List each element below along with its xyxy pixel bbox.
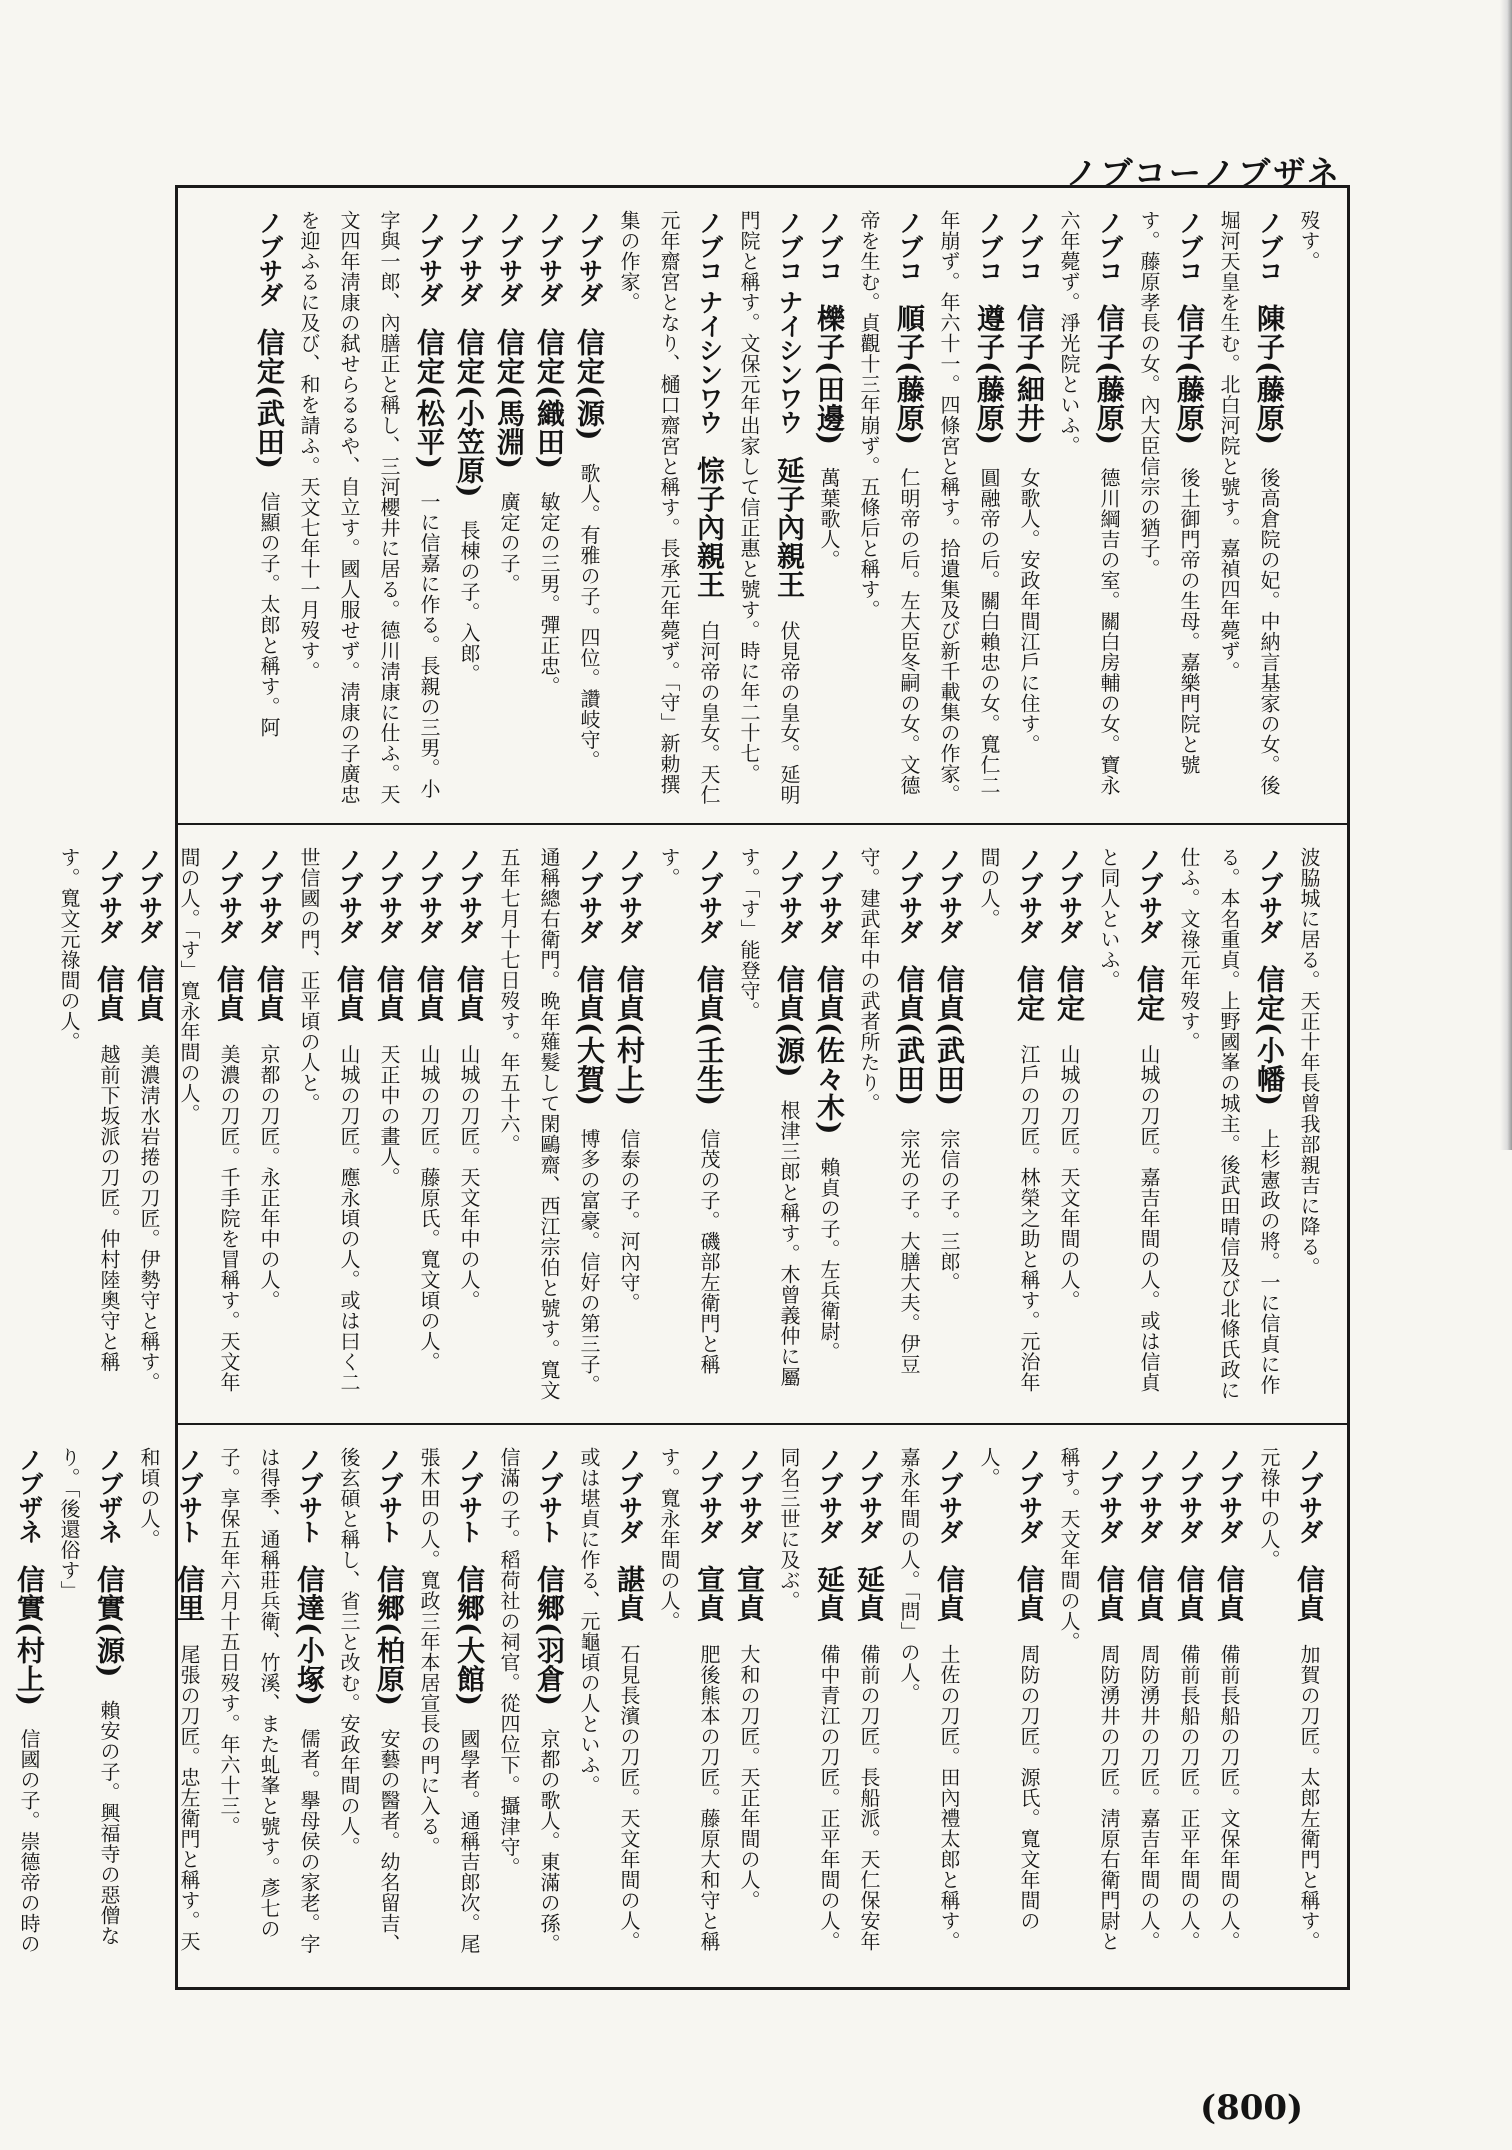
entry-name: 信定(源) (573, 328, 606, 441)
entry-name: 信貞 (933, 1565, 966, 1622)
dictionary-entry (857, 847, 926, 1375)
tier-text (57, 847, 1329, 1407)
entry-reading: ノブサダ (375, 847, 404, 943)
entry-description: 賴安の子。興福寺の惡僧なり。「後還俗す」 (57, 1447, 121, 1946)
dictionary-entry (977, 1447, 1046, 1931)
dictionary-entry (1297, 847, 1322, 1278)
entry-name: 信定(馬淵) (493, 328, 526, 470)
entry-name: 順子(藤原) (893, 304, 926, 446)
entry-reading: ノブサダ (575, 210, 604, 306)
entry-description: 宗信の子。三郎。 (937, 1128, 961, 1293)
entry-reading: ノブサダ (335, 847, 364, 943)
entry-description: 周防湧井の刀匠。嘉吉年間の人。 (1137, 1644, 1161, 1952)
entry-description: 備前の刀匠。長船派。天仁保安年 (857, 1644, 881, 1952)
entry-reading: ノブサダ (735, 1447, 764, 1543)
dictionary-entry (453, 210, 486, 684)
entry-description: 根津三郎と稱す。木曾義仲に屬す。「す」能登守。 (737, 847, 801, 1387)
entry-name: 信定(小笠原) (453, 328, 486, 498)
entry-description: 備前長船の刀匠。文保年間の人。 (1217, 1644, 1241, 1952)
entry-description: 伏見帝の皇女。延明門院と稱す。文保元年出家して信正惠と號す。時に年二十七。 (737, 210, 801, 805)
dictionary-entry (297, 210, 446, 805)
entry-name: 信貞(武田) (893, 965, 926, 1107)
dictionary-entry (337, 1447, 406, 1954)
entry-description: 美濃淸水岩捲の刀匠。伊勢守と稱す。 (137, 1044, 161, 1393)
dictionary-entry (577, 1447, 646, 1952)
entry-reading: ノブサダ (255, 210, 284, 306)
entry-description: 信泰の子。河內守。 (617, 1128, 641, 1313)
dictionary-entry (1213, 1447, 1246, 1952)
entry-reading: ノブサダ (535, 210, 564, 306)
dictionary-entry (217, 1447, 326, 1954)
dictionary-entry (733, 1447, 766, 1911)
entry-name: 信貞(武田) (933, 965, 966, 1107)
entry-description: 山城の刀匠。天文年中の人。 (457, 1044, 481, 1311)
entry-reading: ノブサダ (455, 847, 484, 943)
entry-description: 歿す。 (1297, 210, 1321, 272)
entry-reading: ノブサダ (695, 847, 724, 943)
entry-name: 宣貞 (693, 1565, 726, 1622)
entry-name: 延貞 (813, 1565, 846, 1622)
entry-description: 尾張の刀匠。忠左衛門と稱す。天和頃の人。 (137, 1447, 201, 1952)
entry-reading: ノブザネ (15, 1447, 44, 1543)
entry-name: 信郷(大館) (453, 1565, 486, 1707)
dictionary-entry (413, 847, 446, 1372)
dictionary-entry (617, 210, 726, 805)
entry-name: 信貞 (453, 965, 486, 1022)
tier-text (196, 210, 1329, 807)
entry-name: 信貞(源) (773, 965, 806, 1078)
entry-description: 上杉憲政の將。一に信貞に作る。本名重貞。上野國峯の城主。後武田晴信及び北條氏政に仕ふ。文祿元年歿す。 (1177, 847, 1281, 1401)
dictionary-entry (813, 210, 846, 570)
entry-name: 信貞 (413, 965, 446, 1022)
entry-description: 備前長船の刀匠。正平年間の人。 (1177, 1644, 1201, 1952)
entry-name: 信定(松平) (413, 328, 446, 470)
entry-reading: ノブサダ (255, 847, 284, 943)
dictionary-entry (133, 847, 166, 1393)
dictionary-entry (453, 847, 486, 1311)
entry-name: 信子(藤原) (1173, 304, 1206, 446)
entry-name: 延貞 (853, 1565, 886, 1622)
dictionary-entry (493, 210, 526, 594)
entry-name: 信郷(柏原) (373, 1565, 406, 1707)
entry-description: 信國の子。崇德帝の時の (17, 1728, 41, 1954)
entry-description: 波脇城に居る。天正十年長曾我部親吉に降る。 (1297, 847, 1321, 1278)
entry-description: 後土御門帝の生母。嘉樂門院と號す。藤原孝長の女。內大臣信宗の猶子。 (1137, 210, 1201, 775)
entry-reading: ノブサト (175, 1447, 204, 1543)
entry-name: 信子(細井) (1013, 304, 1046, 446)
entry-reading: ノブコ (1255, 210, 1284, 282)
dictionary-entry (1133, 1447, 1166, 1952)
entry-reading: ノブザネ (95, 1447, 124, 1543)
dictionary-entry (857, 210, 926, 796)
entry-name: 信貞 (1093, 1565, 1126, 1622)
entry-description: 美濃の刀匠。千手院を冒稱す。天文年間の人。「す」寬永年間の人。 (177, 847, 241, 1393)
entry-name: 信貞 (213, 965, 246, 1022)
dictionary-entry (853, 1447, 886, 1952)
entry-reading: ノブサダ (1015, 847, 1044, 943)
entry-reading: ノブサダ (1175, 1447, 1204, 1543)
dictionary-entry (737, 847, 806, 1387)
entry-description: 山城の刀匠。嘉吉年間の人。或は信貞と同人といふ。 (1097, 847, 1161, 1393)
entry-description: 賴貞の子。左兵衛尉。 (817, 1157, 841, 1362)
entry-name: 信貞 (373, 965, 406, 1022)
entry-reading: ノブサダ (935, 847, 964, 943)
entry-description: 一に信嘉に作る。長親の三男。小字與一郎、內膳正と稱し、三河櫻井に居る。德川淸康に仕ふ。天文四年淸康の弑せらるるや、自立す。國人服せず。淸康の子廣忠を迎ふるに及び、和を請ふ。天文七年十一月歿す。 (297, 210, 441, 805)
entry-name: 信貞 (1013, 1565, 1046, 1622)
dictionary-entry (1297, 210, 1322, 272)
dictionary-entry (657, 847, 726, 1375)
entry-description: 加賀の刀匠。太郎左衛門と稱す。元祿中の人。 (1257, 1447, 1321, 1952)
entry-description: 石見長濱の刀匠。天文年間の人。或は堪貞に作る、元龜頃の人といふ。 (577, 1447, 641, 1952)
entry-reading: ノブコ (895, 210, 924, 282)
dictionary-entry (497, 847, 606, 1401)
dictionary-entry (897, 1447, 966, 1952)
entry-reading: ノブサダ (1135, 1447, 1164, 1543)
entry-reading: ノブサダ (815, 847, 844, 943)
dictionary-entry (1057, 210, 1126, 796)
entry-description: 京都の刀匠。永正年中の人。 (257, 1044, 281, 1311)
entry-name: 信貞(壬生) (693, 965, 726, 1107)
dictionary-entry (1217, 210, 1286, 796)
dictionary-entry (613, 847, 646, 1313)
entry-name: 信貞(大賀) (573, 965, 606, 1107)
tier-top (178, 188, 1347, 823)
entry-name: 信定(織田) (533, 328, 566, 470)
entry-name: 信里 (173, 1565, 206, 1622)
entry-reading: ノブサダ (1135, 847, 1164, 943)
entry-description: 信茂の子。磯部左衛門と稱す。 (657, 847, 721, 1375)
entry-reading: ノブサダ (575, 847, 604, 943)
entry-description: 山城の刀匠。應永頃の人。或は曰く二世信國の門、正平頃の人と。 (297, 847, 361, 1393)
entry-reading: ノブサト (455, 1447, 484, 1543)
dictionary-entry (57, 1447, 126, 1946)
entry-reading: ノブサダ (415, 847, 444, 943)
entry-description: 山城の刀匠。藤原氏。寬文頃の人。 (417, 1044, 441, 1372)
entry-name: 陳子(藤原) (1253, 304, 1286, 446)
entry-reading: ノブサダ (455, 210, 484, 306)
entry-name: 信定(小幡) (1253, 965, 1286, 1107)
entry-reading: ノブサダ (215, 847, 244, 943)
entry-name: 信貞 (1213, 1565, 1246, 1622)
entry-name: 信貞 (253, 965, 286, 1022)
entry-name: 遵子(藤原) (973, 304, 1006, 446)
entry-name: 諶貞 (613, 1565, 646, 1622)
dictionary-entry (1053, 847, 1086, 1311)
entry-description: 歌人。有雅の子。四位。讚岐守。 (577, 463, 601, 771)
entry-name: 櫟子(田邊) (813, 304, 846, 446)
entry-description: 博多の富豪。信好の第三子。通稱總右衛門。晩年薙髮して閑鷗齋、西江宗伯と號す。寬文五年七月十七日歿す。年五十六。 (497, 847, 601, 1401)
entry-name: 信貞(佐々木) (813, 965, 846, 1135)
entry-name: 信郷(羽倉) (533, 1565, 566, 1707)
entry-name: 信定 (1133, 965, 1166, 1022)
dictionary-entry (813, 847, 846, 1362)
entry-name: 信子(藤原) (1093, 304, 1126, 446)
entry-reading: ノブコ (1175, 210, 1204, 282)
entry-name: 延子內親王 (773, 455, 806, 599)
entry-name: 信定(武田) (253, 328, 286, 470)
dictionary-entry (777, 1447, 846, 1952)
entry-reading: ノブサダ (615, 847, 644, 943)
dictionary-entry (253, 847, 286, 1311)
entry-name: 信貞 (333, 965, 366, 1022)
page-edge-shadow (1500, 0, 1512, 1150)
dictionary-entry (253, 210, 286, 738)
entry-reading: ノブサダ (495, 210, 524, 306)
entry-reading: ノブコ (975, 210, 1004, 282)
entry-description: 越前下坂派の刀匠。仲村陸奧守と稱す。寬文元祿間の人。 (57, 847, 121, 1372)
entry-description: 萬葉歌人。 (817, 467, 841, 570)
entry-reading: ノブサダ (855, 1447, 884, 1543)
dictionary-entry (177, 847, 246, 1393)
dictionary-entry (297, 847, 366, 1393)
entry-reading: ノブコ ナイシンワウ (695, 210, 724, 434)
entry-reading: ノブサダ (895, 847, 924, 943)
entry-description: 廣定の子。 (497, 491, 521, 594)
dictionary-entry (937, 210, 1006, 805)
dictionary-entry (737, 210, 806, 805)
entry-description: 長棟の子。入郎。 (457, 520, 481, 684)
entry-reading: ノブサダ (615, 1447, 644, 1543)
entry-description: 安藝の醫者。幼名留吉、後玄碩と稱し、省三と改む。安政年間の人。 (337, 1447, 401, 1954)
dictionary-entry (1177, 847, 1286, 1401)
entry-reading: ノブサダ (1095, 1447, 1124, 1543)
entry-reading: ノブサダ (935, 1447, 964, 1543)
entry-name: 信達(小塚) (293, 1565, 326, 1707)
entry-name: 信貞(村上) (613, 965, 646, 1107)
entry-reading: ノブサダ (95, 847, 124, 943)
entry-description: 圓融帝の后。關白賴忠の女。寬仁二年崩ず。年六十一。四條宮と稱す。拾遺集及び新千載集の作家。 (937, 210, 1001, 805)
dictionary-entry (977, 847, 1046, 1393)
entry-reading: ノブサダ (135, 847, 164, 943)
dictionary-entry (573, 210, 606, 771)
dictionary-entry (1097, 847, 1166, 1393)
page-number: (800) (1200, 2088, 1304, 2128)
entry-description: 信顯の子。太郎と稱す。阿 (257, 491, 281, 738)
entry-reading: ノブサト (535, 1447, 564, 1543)
entry-name: 信貞 (133, 965, 166, 1022)
dictionary-entry (1257, 1447, 1326, 1952)
dictionary-entry (1013, 210, 1046, 755)
entry-name: 信實(源) (93, 1565, 126, 1678)
entry-description: 國學者。通稱吉郎次。尾張木田の人。寬政三年本居宣長の門に入る。 (417, 1447, 481, 1954)
entry-description: 儒者。擧母侯の家老。字は得季、通稱莊兵衛、竹溪、また虬峯と號す。彥七の子。享保五年六月十五日歿す。年六十三。 (217, 1447, 321, 1954)
entry-reading: ノブサダ (1215, 1447, 1244, 1543)
entry-name: 信定 (1053, 965, 1086, 1022)
dictionary-entry (373, 847, 406, 1188)
entry-name: 宣貞 (733, 1565, 766, 1622)
entry-reading: ノブサダ (1055, 847, 1084, 943)
entry-reading: ノブコ ナイシンワウ (775, 210, 804, 434)
entry-reading: ノブコ (1095, 210, 1124, 282)
page-header: ノブコーノブザネ (1065, 154, 1342, 192)
entry-name: 信實(村上) (13, 1565, 46, 1707)
dictionary-entry (533, 210, 566, 697)
entry-name: 信貞 (1293, 1565, 1326, 1622)
entry-description: 大和の刀匠。天正年間の人。 (737, 1644, 761, 1911)
entry-name: 信貞 (93, 965, 126, 1022)
dictionary-entry (933, 847, 966, 1293)
entry-name: 信貞 (1173, 1565, 1206, 1622)
dictionary-entry (1057, 1447, 1126, 1952)
tier-text (13, 1447, 1329, 1971)
dictionary-entry (57, 847, 126, 1372)
entry-description: 德川綱吉の室。關白房輔の女。寶永六年薨ず。淨光院といふ。 (1057, 210, 1121, 796)
entry-reading: ノブコ (815, 210, 844, 282)
entry-reading: ノブサダ (1015, 1447, 1044, 1543)
entry-reading: ノブサダ (1295, 1447, 1324, 1543)
entry-reading: ノブサダ (775, 847, 804, 943)
entry-description: 白河帝の皇女。天仁元年齋宮となり、樋口齋宮と稱す。長承元年薨ず。「守」新勅撰集の作家。 (617, 210, 721, 805)
entry-description: 山城の刀匠。天文年間の人。 (1057, 1044, 1081, 1311)
dictionary-entry (417, 1447, 486, 1954)
dictionary-entry (497, 1447, 566, 1954)
entry-description: 仁明帝の后。左大臣冬嗣の女。文德帝を生む。貞觀十三年崩ず。五條后と稱す。 (857, 210, 921, 796)
dictionary-entry (0, 1447, 46, 1954)
tier-middle (57, 823, 1347, 1423)
entry-description: 周防湧井の刀匠。淸原右衛門尉と稱す。天文年間の人。 (1057, 1447, 1121, 1952)
dictionary-frame (13, 185, 1350, 1990)
entry-description: 江戶の刀匠。林榮之助と稱す。元治年間の人。 (977, 847, 1041, 1393)
entry-reading: ノブサト (295, 1447, 324, 1543)
entry-description: 備中青江の刀匠。正平年間の人。同名三世に及ぶ。 (777, 1447, 841, 1952)
dictionary-entry (657, 1447, 726, 1952)
entry-description: 宗光の子。大膳大夫。伊豆守。建武年中の武者所たり。 (857, 847, 921, 1375)
entry-description: 京都の歌人。東滿の孫。信滿の子。稻荷社の祠官。從四位下。攝津守。 (497, 1447, 561, 1954)
entry-reading: ノブサダ (415, 210, 444, 306)
entry-reading: ノブコ (1015, 210, 1044, 282)
entry-name: 悰子內親王 (693, 455, 726, 599)
entry-name: 信定 (1013, 965, 1046, 1022)
entry-description: 天正中の畫人。 (377, 1044, 401, 1188)
entry-description: 肥後熊本の刀匠。藤原大和守と稱す。寬永年間の人。 (657, 1447, 721, 1952)
tier-bottom (13, 1423, 1347, 1987)
dictionary-entry (1137, 210, 1206, 775)
entry-reading: ノブサト (375, 1447, 404, 1543)
entry-description: 周防の刀匠。源氏。寬文年間の人。 (977, 1447, 1041, 1931)
dictionary-entry (137, 1447, 206, 1952)
entry-description: 後高倉院の妃。中納言基家の女。後堀河天皇を生む。北白河院と號す。嘉禎四年薨ず。 (1217, 210, 1281, 796)
entry-reading: ノブサダ (695, 1447, 724, 1543)
entry-reading: ノブサダ (1255, 847, 1284, 943)
entry-description: 女歌人。安政年間江戶に住す。 (1017, 467, 1041, 755)
entry-name: 信貞 (1133, 1565, 1166, 1622)
entry-description: 土佐の刀匠。田內禮太郎と稱す。嘉永年間の人。「問」の人。 (897, 1447, 961, 1952)
entry-description: 敏定の三男。彈正忠。 (537, 491, 561, 697)
dictionary-entry (1173, 1447, 1206, 1952)
entry-reading: ノブサダ (815, 1447, 844, 1543)
